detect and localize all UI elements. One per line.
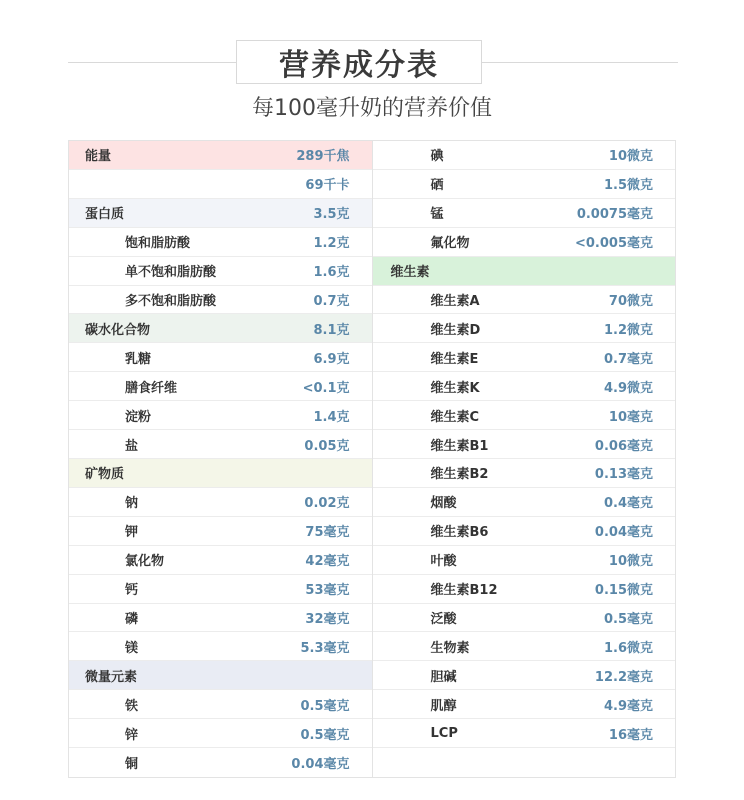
nutrient-value: 16毫克 xyxy=(608,727,653,743)
nutrition-table xyxy=(68,140,676,778)
table-row xyxy=(69,575,372,604)
nutrient-value: 75毫克 xyxy=(305,525,350,541)
nutrient-name: 微量元素 xyxy=(85,669,138,685)
nutrient-value: 1.6微克 xyxy=(603,640,653,656)
table-row xyxy=(69,632,372,661)
nutrient-value: 53毫克 xyxy=(305,583,350,599)
nutrient-value: 0.04毫克 xyxy=(594,525,653,541)
table-row xyxy=(373,141,676,170)
nutrient-name: 膳食纤维 xyxy=(125,380,178,396)
table-row xyxy=(69,343,372,372)
nutrient-value: 5.3毫克 xyxy=(300,640,350,656)
nutrient-name: 钾 xyxy=(125,525,139,541)
nutrient-value: 32毫克 xyxy=(305,611,350,627)
page-subtitle: 每100毫升奶的营养价值 xyxy=(252,96,492,121)
nutrient-value: 70微克 xyxy=(608,293,653,309)
table-row xyxy=(373,748,676,777)
nutrient-value: 0.5毫克 xyxy=(300,727,350,743)
nutrient-value: 0.7毫克 xyxy=(603,351,653,367)
nutrient-name: 铜 xyxy=(125,756,139,772)
table-row xyxy=(373,228,676,257)
nutrient-name: LCP xyxy=(430,725,458,741)
nutrition-column-right xyxy=(373,141,676,777)
nutrient-value: 0.0075毫克 xyxy=(576,207,653,223)
nutrient-name: 维生素B1 xyxy=(430,438,489,454)
table-row xyxy=(373,632,676,661)
table-row xyxy=(69,546,372,575)
nutrient-value: 0.06毫克 xyxy=(594,438,653,454)
table-row xyxy=(373,719,676,748)
nutrient-name: 维生素B2 xyxy=(430,467,489,483)
nutrient-name: 钙 xyxy=(125,583,139,599)
table-row xyxy=(373,517,676,546)
table-row xyxy=(69,286,372,315)
nutrient-value: 12.2毫克 xyxy=(594,669,653,685)
nutrient-value: 0.7克 xyxy=(313,293,350,309)
table-row xyxy=(373,430,676,459)
nutrient-value: 10微克 xyxy=(608,554,653,570)
page-title: 营养成分表 xyxy=(236,40,482,84)
table-row xyxy=(373,286,676,315)
nutrient-name: 镁 xyxy=(125,640,139,656)
nutrient-name: 肌醇 xyxy=(430,698,457,714)
nutrient-name: 磷 xyxy=(125,611,139,627)
nutrient-name: 氯化物 xyxy=(125,554,165,570)
nutrient-name: 蛋白质 xyxy=(85,207,125,223)
table-row xyxy=(69,141,372,170)
nutrient-value: 0.04毫克 xyxy=(291,756,350,772)
nutrient-name: 维生素C xyxy=(430,409,480,425)
nutrient-name: 矿物质 xyxy=(85,467,125,483)
nutrient-name: 胆碱 xyxy=(430,669,457,685)
nutrient-value: 0.5毫克 xyxy=(603,611,653,627)
nutrient-name: 维生素B6 xyxy=(430,525,489,541)
table-row xyxy=(373,343,676,372)
nutrient-value: 0.02克 xyxy=(304,496,350,512)
table-row xyxy=(373,546,676,575)
nutrient-value: 1.4克 xyxy=(313,409,350,425)
table-row xyxy=(69,401,372,430)
nutrient-value: 1.2克 xyxy=(313,236,350,252)
nutrient-value: 0.13毫克 xyxy=(594,467,653,483)
nutrient-value: 0.5毫克 xyxy=(300,698,350,714)
nutrient-name: 叶酸 xyxy=(430,554,457,570)
nutrient-value: 1.2微克 xyxy=(603,322,653,338)
nutrient-value: 0.4毫克 xyxy=(603,496,653,512)
nutrient-name: 生物素 xyxy=(430,640,470,656)
table-row xyxy=(373,459,676,488)
table-row xyxy=(373,372,676,401)
nutrient-name: 多不饱和脂肪酸 xyxy=(125,293,217,309)
nutrient-value: 42毫克 xyxy=(305,554,350,570)
table-row xyxy=(373,199,676,228)
table-row xyxy=(69,719,372,748)
nutrient-name: 钠 xyxy=(125,496,139,512)
table-row xyxy=(69,372,372,401)
nutrient-name: 维生素 xyxy=(390,265,430,281)
table-row xyxy=(69,604,372,633)
table-row xyxy=(373,488,676,517)
table-row xyxy=(69,430,372,459)
nutrient-value: 1.6克 xyxy=(313,265,350,281)
nutrient-value: 0.05克 xyxy=(304,438,350,454)
nutrient-value: 10毫克 xyxy=(608,409,653,425)
nutrient-name: 淀粉 xyxy=(125,409,152,425)
nutrient-value: 10微克 xyxy=(608,149,653,165)
table-row xyxy=(69,748,372,777)
table-row xyxy=(373,604,676,633)
nutrient-value: 4.9毫克 xyxy=(603,698,653,714)
nutrient-name: 维生素A xyxy=(430,293,480,309)
table-row xyxy=(69,257,372,286)
table-row xyxy=(373,257,676,286)
nutrient-name: 铁 xyxy=(125,698,139,714)
nutrient-value: 6.9克 xyxy=(313,351,350,367)
table-row xyxy=(373,690,676,719)
table-row xyxy=(373,401,676,430)
nutrient-name: 能量 xyxy=(85,149,112,165)
table-row xyxy=(69,661,372,690)
table-row xyxy=(373,314,676,343)
nutrient-name: 维生素K xyxy=(430,380,480,396)
table-row xyxy=(69,199,372,228)
nutrient-name: 乳糖 xyxy=(125,351,152,367)
nutrient-name: 锌 xyxy=(125,727,139,743)
table-row xyxy=(69,488,372,517)
nutrient-value: 4.9微克 xyxy=(603,380,653,396)
nutrient-name: 维生素E xyxy=(430,351,479,367)
table-row xyxy=(69,170,372,199)
nutrient-name: 烟酸 xyxy=(430,496,457,512)
table-row xyxy=(69,517,372,546)
nutrient-value: <0.1克 xyxy=(302,380,350,396)
table-row xyxy=(69,459,372,488)
nutrient-name: 碳水化合物 xyxy=(85,322,151,338)
nutrient-value: 3.5克 xyxy=(313,207,350,223)
nutrient-value: 0.15微克 xyxy=(594,583,653,599)
table-row xyxy=(69,228,372,257)
table-row xyxy=(373,170,676,199)
nutrient-value: 69千卡 xyxy=(305,178,350,194)
nutrient-value: <0.005毫克 xyxy=(574,236,653,252)
nutrition-column-left xyxy=(69,141,373,777)
nutrient-name: 锰 xyxy=(430,207,444,223)
table-row xyxy=(373,575,676,604)
nutrient-name: 硒 xyxy=(430,178,444,194)
nutrient-name: 碘 xyxy=(430,149,444,165)
nutrient-value: 289千焦 xyxy=(296,149,350,165)
nutrient-name: 氟化物 xyxy=(430,236,470,252)
nutrient-name: 盐 xyxy=(125,438,139,454)
nutrient-name: 维生素D xyxy=(430,322,481,338)
nutrient-name: 饱和脂肪酸 xyxy=(125,236,191,252)
nutrient-name: 维生素B12 xyxy=(430,583,498,599)
table-row xyxy=(373,661,676,690)
nutrient-name: 单不饱和脂肪酸 xyxy=(125,265,217,281)
nutrient-name: 泛酸 xyxy=(430,611,457,627)
table-row xyxy=(69,690,372,719)
table-row xyxy=(69,314,372,343)
nutrient-value: 1.5微克 xyxy=(603,178,653,194)
nutrient-value: 8.1克 xyxy=(313,322,350,338)
